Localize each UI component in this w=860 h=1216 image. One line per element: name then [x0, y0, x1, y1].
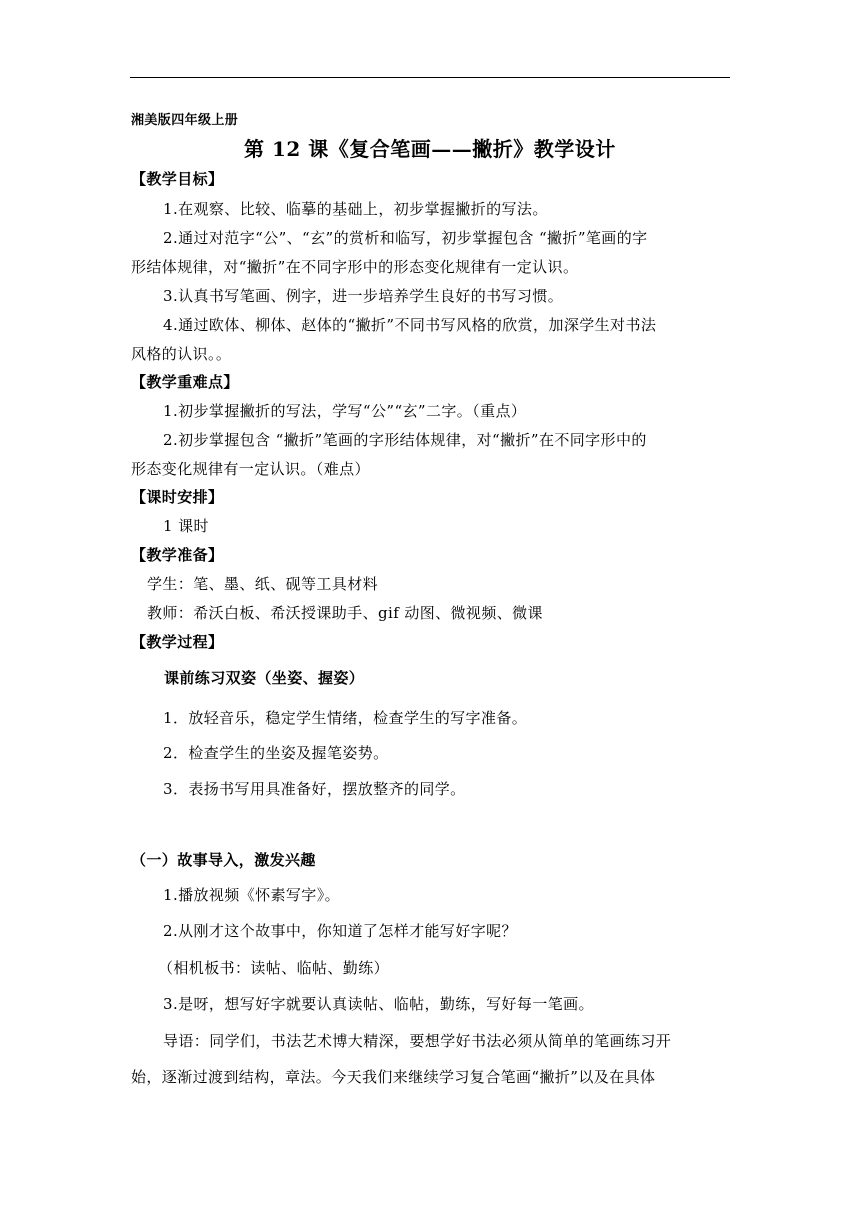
goal-item-4-line-1: 4.通过欧体、柳体、赵体的“撇折”不同书写风格的欣赏，加深学生对书法	[163, 316, 657, 334]
goal-item-2-line-1: 2.通过对范字“公”、“玄”的赏析和临写，初步掌握包含 “撇折”笔画的字	[163, 229, 648, 247]
guide-line-2: 始，逐渐过渡到结构，章法。今天我们来继续学习复合笔画“撇折”以及在具体	[131, 1068, 656, 1086]
section-1-item-1: 1.播放视频《怀素写字》。	[163, 886, 341, 904]
key-point-2-line-2: 形态变化规律有一定认识。（难点）	[131, 460, 370, 478]
schedule-heading: 【课时安排】	[131, 488, 224, 506]
schedule-value: 1 课时	[163, 517, 209, 535]
section-1-title: （一）故事导入，激发兴趣	[131, 851, 316, 869]
preparation-heading: 【教学准备】	[131, 546, 224, 564]
goal-item-3: 3.认真书写笔画、例字，进一步培养学生良好的书写习惯。	[163, 287, 564, 305]
process-heading: 【教学过程】	[131, 633, 224, 651]
goal-item-4-line-2: 风格的认识。。	[131, 345, 232, 363]
warmup-item-3: 3．表扬书写用具准备好，摆放整齐的同学。	[163, 780, 466, 798]
header-rule	[130, 77, 730, 78]
preparation-teacher: 教师：希沃白板、希沃授课助手、gif 动图、微视频、微课	[147, 604, 543, 622]
key-point-1: 1.初步掌握撇折的写法，学写“公”“玄”二字。（重点）	[163, 402, 527, 420]
goals-heading: 【教学目标】	[131, 170, 224, 188]
page-title: 第 12 课《复合笔画——撇折》教学设计	[244, 137, 616, 161]
section-1-item-3: （相机板书：读帖、临帖、勤练）	[158, 959, 390, 977]
goal-item-1: 1.在观察、比较、临摹的基础上，初步掌握撇折的写法。	[163, 200, 548, 218]
warmup-item-2: 2．检查学生的坐姿及握笔姿势。	[163, 744, 389, 762]
section-1-item-2: 2.从刚才这个故事中，你知道了怎样才能写好字呢？	[163, 922, 517, 940]
guide-line-1: 导语：同学们，书法艺术博大精深，要想学好书法必须从简单的笔画练习开	[163, 1032, 672, 1050]
warmup-title: 课前练习双姿（坐姿、握姿）	[164, 669, 365, 687]
section-1-item-4: 3.是呀，想写好字就要认真读帖、临帖，勤练，写好每一笔画。	[163, 995, 594, 1013]
warmup-item-1: 1．放轻音乐，稳定学生情绪，检查学生的写字准备。	[163, 709, 528, 727]
edition-label: 湘美版四年级上册	[131, 113, 239, 128]
goal-item-2-line-2: 形结体规律，对“撇折”在不同字形中的形态变化规律有一定认识。	[131, 258, 579, 276]
preparation-students: 学生：笔、墨、纸、砚等工具材料	[147, 575, 379, 593]
key-point-2-line-1: 2.初步掌握包含 “撇折”笔画的字形结体规律，对“撇折”在不同字形中的	[163, 431, 647, 449]
key-points-heading: 【教学重难点】	[131, 373, 239, 391]
